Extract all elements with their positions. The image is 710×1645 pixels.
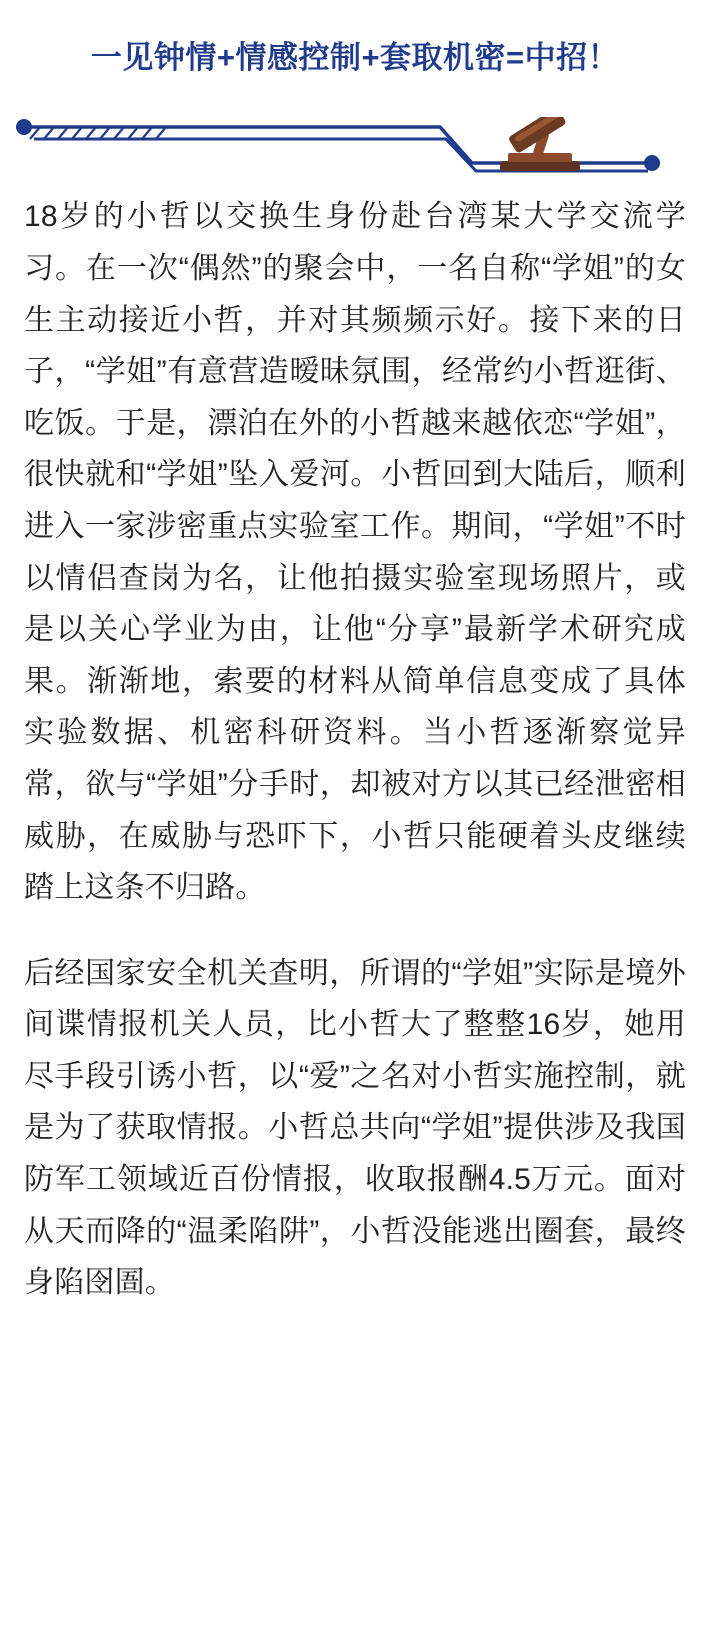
page-title: 一见钟情+情感控制+套取机密=中招！ xyxy=(90,39,620,75)
paragraph-1: 18岁的小哲以交换生身份赴台湾某大学交流学习。在一次“偶然”的聚会中，一名自称“学姐”的女生主动接近小哲，并对其频频示好。接下来的日子，“学姐”有意营造暧昧氛围，经常约小哲逛街、吃饭。于是，漂泊在外的小哲越来越依恋“学姐”，很快就和“学姐”坠入爱河。小哲回到大陆后，顺利进入一家涉密重点实验室工作。期间，“学姐”不时以情侣查岗为名，让他拍摄实验室现场照片，或是以关心学业为由，让他“分享”最新学术研究成果。渐渐地，索要的材料从简单信息变成了具体实验数据、机密科研资料。当小哲逐渐察觉异常，欲与“学姐”分手时，却被对方以其已经泄密相威胁，在威胁与恐吓下，小哲只能硬着头皮继续踏上这条不归路。 xyxy=(24,200,686,905)
title-section xyxy=(0,0,710,103)
divider-graphic xyxy=(0,117,710,179)
paragraph-2: 后经国家安全机关查明，所谓的“学姐”实际是境外间谍情报机关人员，比小哲大了整整16岁，她用尽手段引诱小哲，以“爱”之名对小哲实施控制，就是为了获取情报。小哲总共向“学姐”提供涉及我国防军工领域近百份情报，收取报酬4.5万元。面对从天而降的“温柔陷阱”，小哲没能逃出圈套，最终身陷囹圄。 xyxy=(24,956,686,1300)
article-body xyxy=(0,185,710,1338)
gavel-icon xyxy=(500,117,580,171)
divider-hatch-group xyxy=(30,127,166,139)
decorative-divider xyxy=(0,117,710,179)
